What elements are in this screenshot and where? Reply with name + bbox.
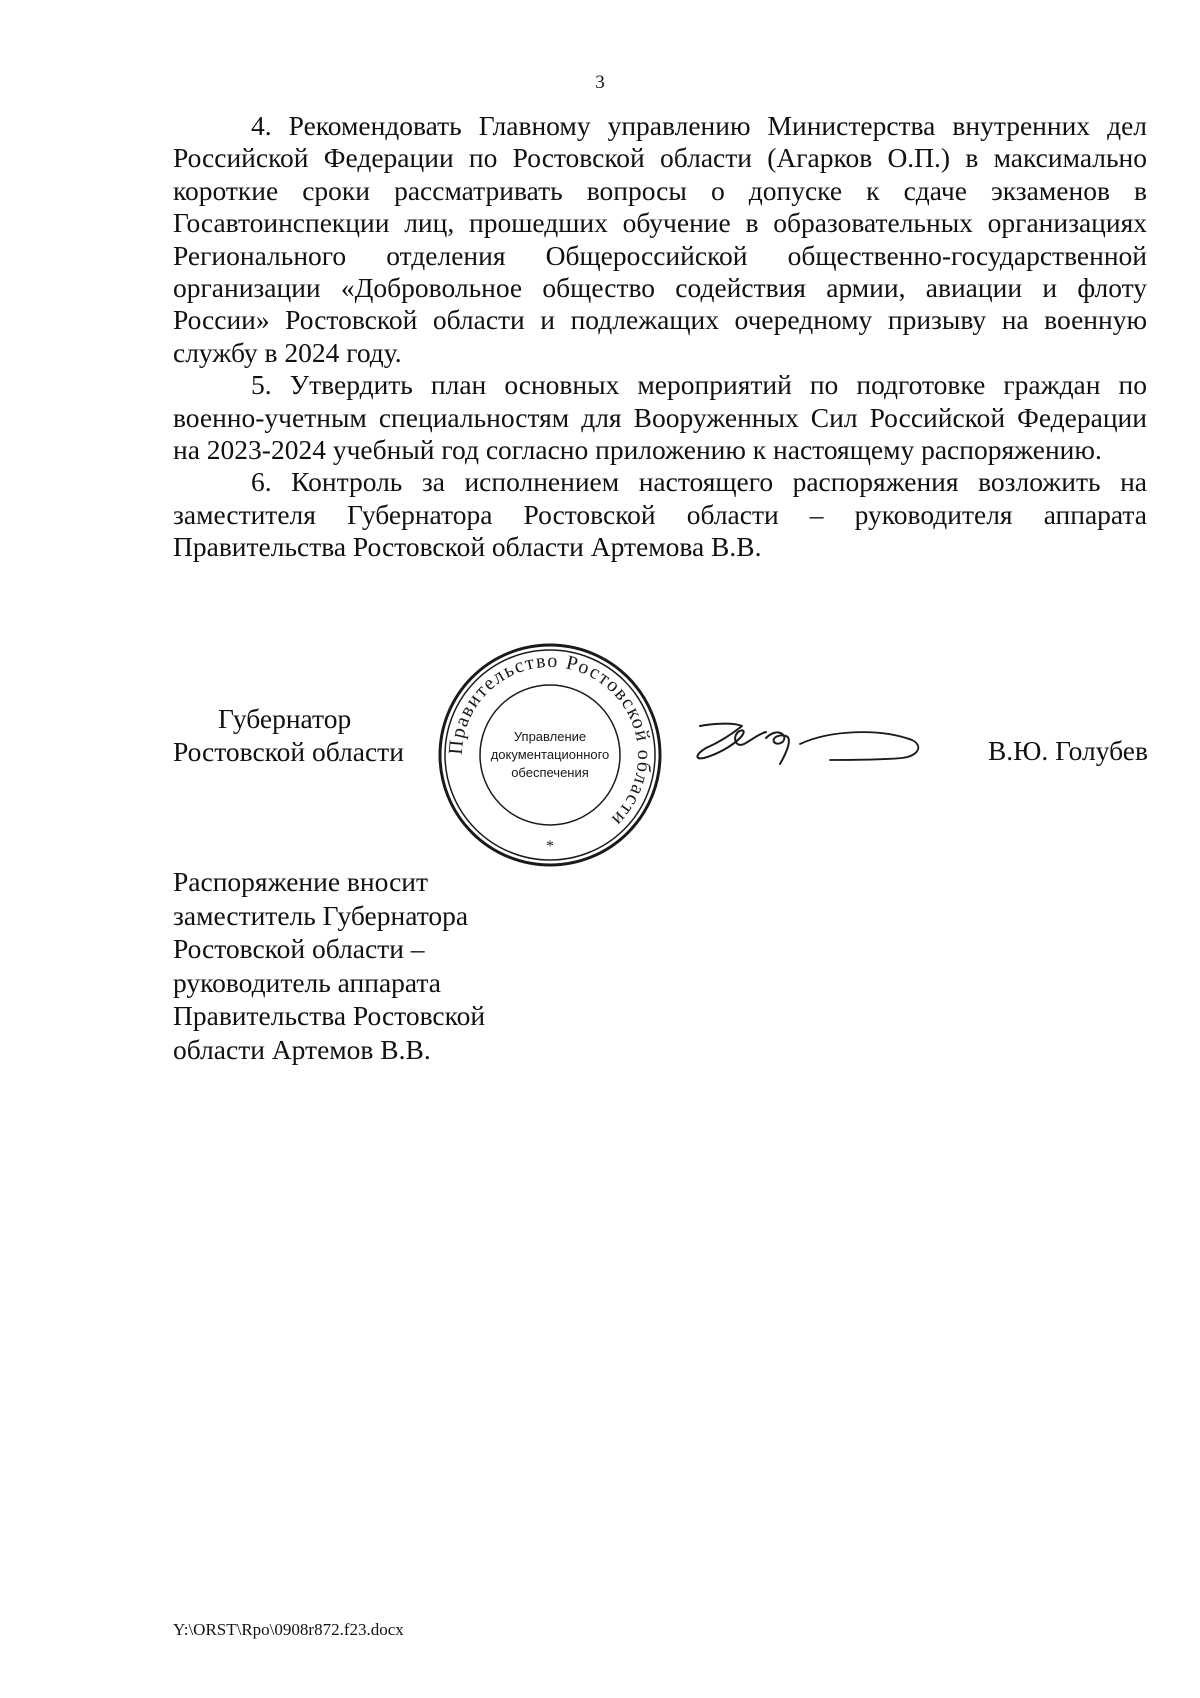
introduced-by-line: заместитель Губернатора (173, 899, 469, 931)
signatory-title (173, 703, 433, 768)
introduced-by-line: Правительства Ростовской (173, 1000, 486, 1031)
document-body (173, 110, 1147, 564)
paragraph-5: 5. Утвердить план основных мероприятий по подготовке граждан по военно-учетным специальностям для Вооруженных Сил Российской Федерации на 2023-2024 учебный год согласно приложению к настоящему распоряжению. (173, 369, 1147, 466)
paragraph-6: 6. Контроль за исполнением настоящего распоряжения возложить на заместителя Губернатора Ростовской области – руководителя аппарата Правительства Ростовской области Артемова В.В. (173, 466, 1147, 563)
seal-star: * (546, 838, 554, 855)
signatory-name: В.Ю. Голубев (987, 735, 1148, 766)
introduced-by-line: Распоряжение вносит (173, 866, 429, 897)
signatory-title-line2: Ростовской области (173, 735, 404, 767)
introduced-by-line: руководитель аппарата (173, 966, 441, 998)
footer-file-path: Y:\ORST\Rpo\0908r872.f23.docx (173, 1620, 404, 1639)
page-number: 3 (595, 72, 605, 93)
introduced-by-line: области Артемов В.В. (173, 1033, 431, 1065)
signatory-title-line1: Губернатор (218, 703, 352, 734)
official-seal (436, 641, 664, 869)
seal-outer-text: Правительство Ростовской области (444, 649, 656, 832)
seal-inner-line2: документационного (490, 747, 610, 762)
paragraph-4: 4. Рекомендовать Главному управлению Министерства внутренних дел Российской Федерации по Ростовской области (Агарков О.П.) в максимально короткие сроки рассматривать вопросы о допуске к сдаче экзаменов в Госавтоинспекции лиц, прошедших обучение в образовательных организациях Регионального отделения Общероссийской общественно-государственной организации «Добровольное общество содействия армии, авиации и флоту России» Ростовской области и подлежащих очередному призыву на военную службу в 2024 году. (173, 110, 1147, 368)
seal-inner-line1: Управление (513, 729, 587, 744)
handwritten-signature (680, 708, 930, 778)
introduced-by-block (173, 865, 513, 1066)
seal-inner-line3: обеспечения (511, 765, 589, 780)
introduced-by-line: Ростовской области – (173, 933, 425, 964)
